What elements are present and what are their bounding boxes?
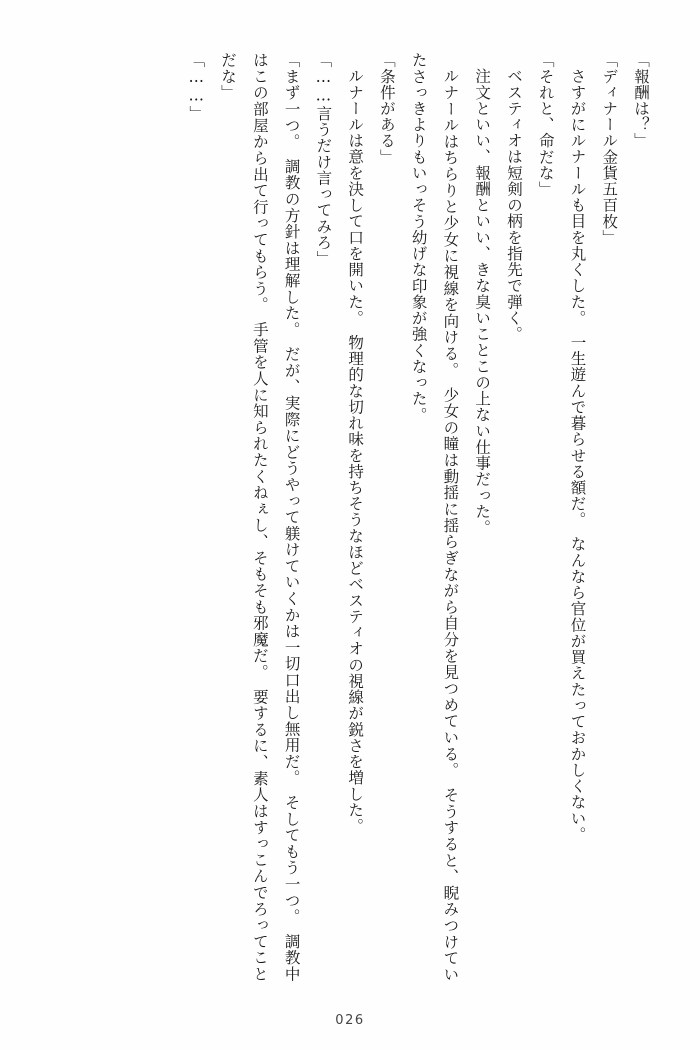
paragraph: 「……」 xyxy=(187,52,206,122)
paragraph: さすがにルナールも目を丸くした。 一生遊んで暮らせる額だ。 なんなら官位が買えたっておかしくない。 xyxy=(568,67,587,842)
paragraph: 「まず一つ。 調教の方針は理解した。 だが、実際にどうやって躾けていくかは一切口出し無用だ。 そしてもう一つ。 調教中はこの部屋から出て行ってもらう。 手管を人に知られたくねぇし、そもそも邪魔だ。 要するに、素人はすっこんでろってことだな」 xyxy=(219,52,301,982)
vertical-text-body xyxy=(46,52,656,982)
paragraph: ルナールはちらりと少女に視線を向ける。 少女の瞳は動揺に揺らぎながら自分を見つめている。 そうすると、睨みつけていたさっきよりもいっそう幼げな印象が強くなった。 xyxy=(409,52,460,982)
paragraph: ベスティオは短剣の柄を指先で弾く。 xyxy=(504,67,523,342)
paragraph: 「それと、命だな」 xyxy=(536,52,555,198)
paragraph: 「条件がある」 xyxy=(377,52,396,165)
paragraph: 「ディナール金貨五百枚」 xyxy=(600,52,619,246)
paragraph: 注文といい、報酬といい、きな臭いことこの上ない仕事だった。 xyxy=(473,67,492,535)
paragraph: 「報酬は？」 xyxy=(632,52,650,149)
paragraph: 「……言うだけ言ってみろ」 xyxy=(314,52,333,267)
paragraph: ルナールは意を決して口を開いた。 物理的な切れ味を持ちそうなほどベスティオの視線が鋭さを増した。 xyxy=(346,67,365,834)
page-number: 026 xyxy=(335,1013,365,1028)
